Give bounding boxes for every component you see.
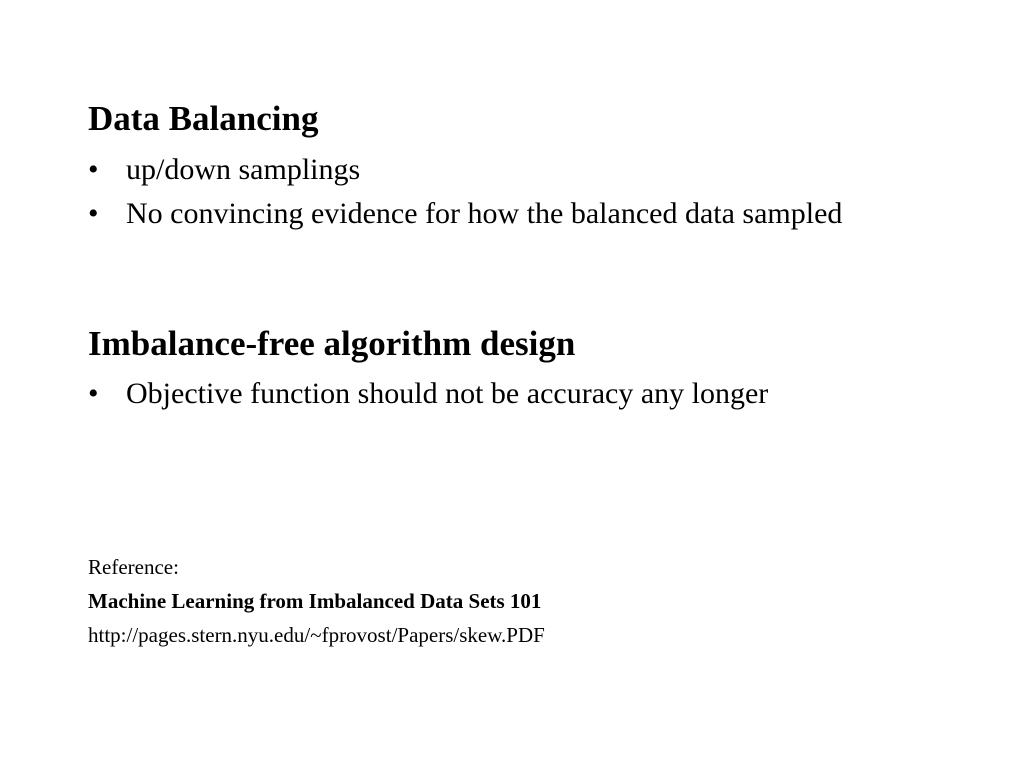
reference-url[interactable]: http://pages.stern.nyu.edu/~fprovost/Papers/skew.PDF [88, 623, 545, 647]
bullet-dot: • [88, 197, 99, 230]
section-heading-data-balancing: Data Balancing [88, 99, 319, 138]
bullet-text: Objective function should not be accuracy any longer [126, 377, 769, 410]
section-heading-imbalance-free: Imbalance-free algorithm design [88, 324, 576, 363]
bullet-dot: • [88, 153, 99, 186]
bullet-item [88, 376, 848, 412]
reference-label: Reference: [88, 555, 179, 579]
bullet-item [88, 196, 848, 232]
bullet-dot: • [88, 377, 99, 410]
bullet-text: up/down samplings [126, 153, 361, 186]
bullet-list-data-balancing [88, 152, 848, 232]
bullet-list-imbalance-free [88, 376, 848, 412]
bullet-item [88, 152, 848, 188]
reference-title: Machine Learning from Imbalanced Data Sets 101 [88, 589, 542, 613]
bullet-text: No convincing evidence for how the balanced data sampled [126, 197, 843, 230]
